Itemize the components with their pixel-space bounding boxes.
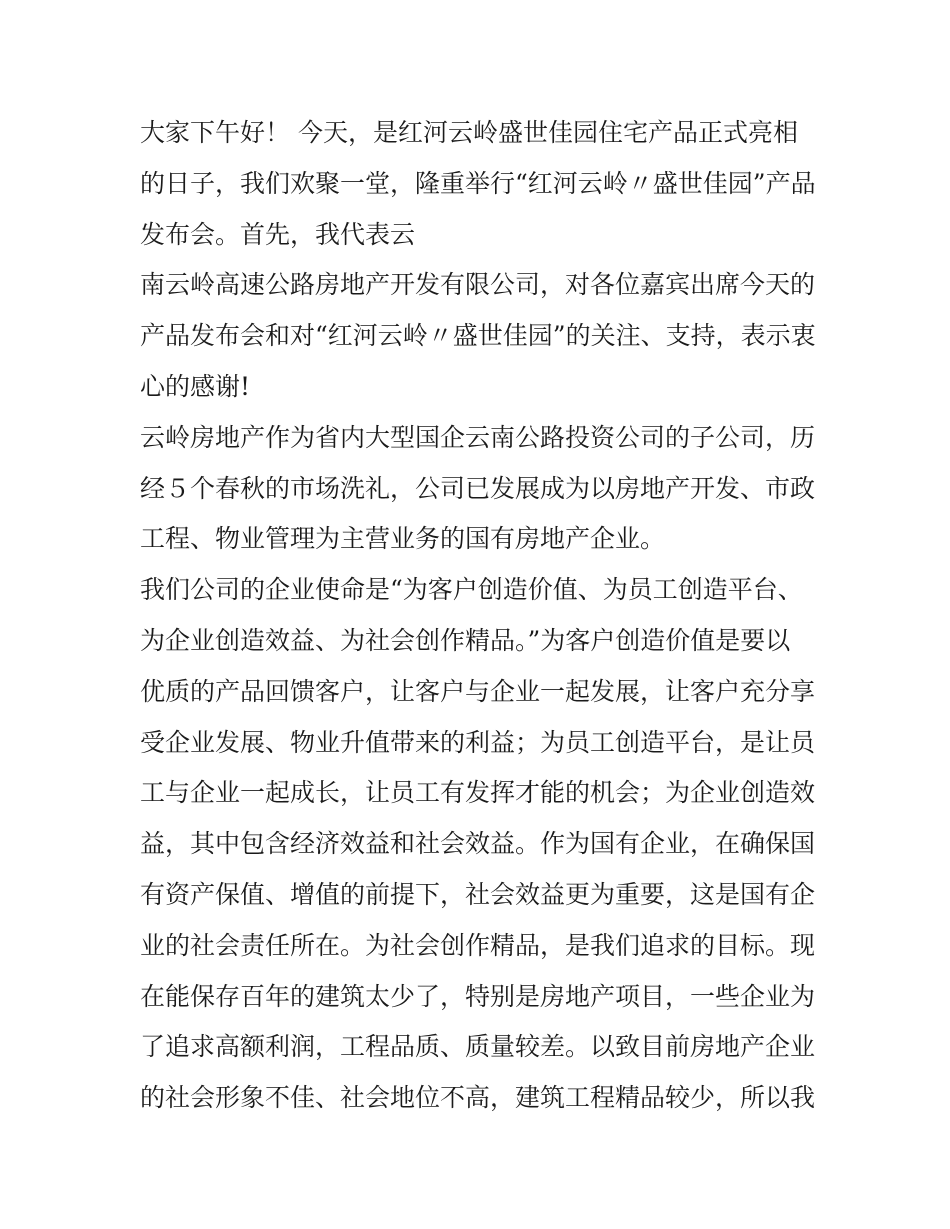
text-line: 工与企业一起成长，让员工有发挥才能的机会；为企业创造效 [140, 778, 816, 808]
text-line: 云岭房地产作为省内大型国企云南公路投资公司的子公司，历 [140, 422, 816, 452]
text-line: 有资产保值、增值的前提下，社会效益更为重要，这是国有企 [140, 879, 816, 909]
text-line: 优质的产品回馈客户，让客户与企业一起发展，让客户充分享 [140, 676, 816, 706]
speech-text [140, 108, 820, 1124]
text-line: 益，其中包含经济效益和社会效益。作为国有企业，在确保国 [140, 829, 816, 859]
text-line: 受企业发展、物业升值带来的利益；为员工创造平台，是让员 [140, 727, 816, 757]
text-line: 发布会。首先，我代表云 [140, 219, 416, 249]
text-line: 为企业创造效益、为社会创作精品。”为客户创造价值是要以 [140, 625, 791, 655]
text-line: 南云岭高速公路房地产开发有限公司，对各位嘉宾出席今天的 [140, 270, 816, 300]
text-line: 工程、物业管理为主营业务的国有房地产企业。 [140, 524, 666, 554]
text-line: 心的感谢! [140, 371, 251, 401]
text-line: 大家下午好！ 今天，是红河云岭盛世佳园住宅产品正式亮相 [140, 118, 798, 147]
text-line: 了追求高额利润，工程品质、质量较差。以致目前房地产企业 [140, 1032, 816, 1062]
text-line: 在能保存百年的建筑太少了，特别是房地产项目，一些企业为 [140, 981, 816, 1011]
text-line: 我们公司的企业使命是“为客户创造价值、为员工创造平台、 [140, 575, 803, 605]
text-line: 业的社会责任所在。为社会创作精品，是我们追求的目标。现 [140, 930, 816, 960]
text-line: 的日子，我们欢聚一堂，隆重举行“红河云岭〃盛世佳园”产品 [140, 168, 816, 198]
text-line: 经５个春秋的市场洗礼，公司已发展成为以房地产开发、市政 [140, 473, 816, 503]
text-line: 产品发布会和对“红河云岭〃盛世佳园”的关注、支持，表示衷 [140, 321, 816, 351]
text-line: 的社会形象不佳、社会地位不高，建筑工程精品较少，所以我 [140, 1083, 816, 1113]
